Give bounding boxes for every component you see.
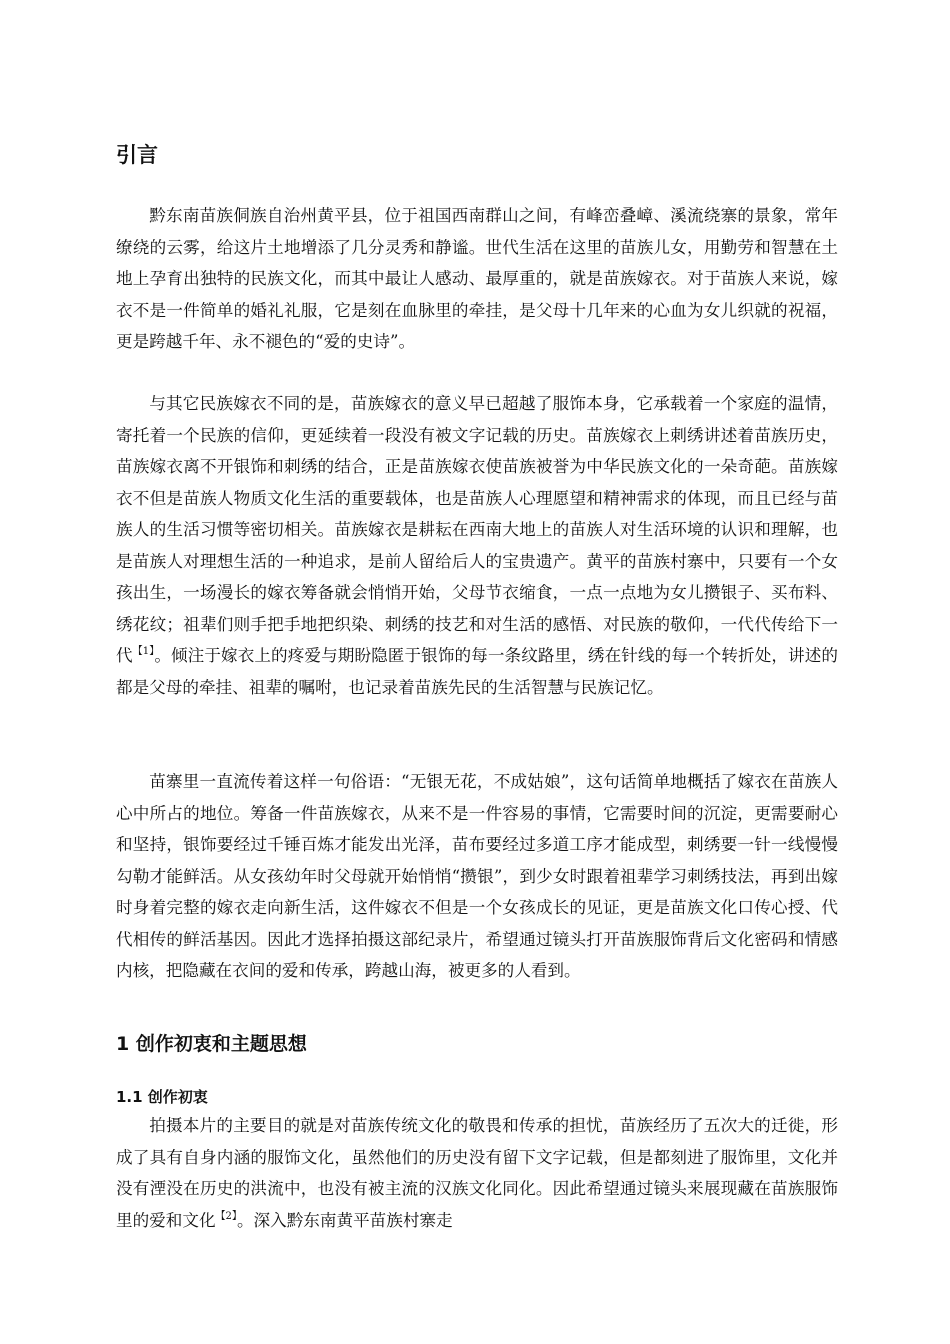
- intro-paragraph-3: [116, 766, 838, 987]
- intro-paragraph-2-text-b: 。倾注于嫁衣上的疼爱与期盼隐匿于银饰的每一条纹路里，绣在针线的每一个转折处，讲述的都是父母的牵挂、祖辈的嘱咐，也记录着苗族先民的生活智慧与民族记忆。: [116, 646, 839, 697]
- intro-paragraph-1: [116, 200, 838, 358]
- section-1-1-heading: 1.1 创作初衷: [116, 1088, 208, 1106]
- intro-paragraph-2: [116, 388, 838, 703]
- citation-ref-2[interactable]: 【2】: [215, 1210, 237, 1222]
- section-1-1-text-b: 。深入黔东南黄平苗族村寨走: [236, 1210, 453, 1230]
- section-1-heading: 1 创作初衷和主题思想: [116, 1033, 307, 1055]
- intro-paragraph-3-text: 苗寨里一直流传着这样一句俗语：“无银无花，不成姑娘”，这句话简单地概括了嫁衣在苗族人心中所占的地位。筹备一件苗族嫁衣，从来不是一件容易的事情，它需要时间的沉淀，更需要耐心和坚持，银饰要经过千锤百炼才能发出光泽，苗布要经过多道工序才能成型，刺绣要一针一线慢慢勾勒才能鲜活。从女孩幼年时父母就开始悄悄“攒银”，到少女时跟着祖辈学习刺绣技法，再到出嫁时身着完整的嫁衣走向新生活，这件嫁衣不但是一个女孩成长的见证，更是苗族文化口传心授、代代相传的鲜活基因。因此才选择拍摄这部纪录片，希望通过镜头打开苗族服饰背后文化密码和情感内核，把隐藏在衣间的爱和传承，跨越山海，被更多的人看到。: [116, 772, 838, 980]
- intro-paragraph-2-text-a: 与其它民族嫁衣不同的是，苗族嫁衣的意义早已超越了服饰本身，它承载着一个家庭的温情，寄托着一个民族的信仰，更延续着一段没有被文字记载的历史。苗族嫁衣上刺绣讲述着苗族历史，苗族嫁衣离不开银饰和刺绣的结合，正是苗族嫁衣使苗族被誉为中华民族文化的一朵奇葩。苗族嫁衣不但是苗族人物质文化生活的重要载体，也是苗族人心理愿望和精神需求的体现，而且已经与苗族人的生活习惯等密切相关。苗族嫁衣是耕耘在西南大地上的苗族人对生活环境的认识和理解，也是苗族人对理想生活的一种追求，是前人留给后人的宝贵遗产。黄平的苗族村寨中，只要有一个女孩出生，一场漫长的嫁衣筹备就会悄悄开始，父母节衣缩食，一点一点地为女儿攒银子、买布料、绣花纹；祖辈们则手把手地把织染、刺绣的技艺和对生活的感悟、对民族的敬仰，一代代传给下一代: [116, 394, 838, 665]
- section-1-1-paragraph: [116, 1110, 838, 1236]
- section-1-1-text-a: 拍摄本片的主要目的就是对苗族传统文化的敬畏和传承的担忧，苗族经历了五次大的迁徙，形成了具有自身内涵的服饰文化，虽然他们的历史没有留下文字记载，但是都刻进了服饰里，文化并没有湮没在历史的洪流中，也没有被主流的汉族文化同化。因此希望通过镜头来展现藏在苗族服饰里的爱和文化: [116, 1116, 838, 1230]
- intro-paragraph-1-text: 黔东南苗族侗族自治州黄平县，位于祖国西南群山之间，有峰峦叠嶂、溪流绕寨的景象，常年缭绕的云雾，给这片土地增添了几分灵秀和静谧。世代生活在这里的苗族儿女，用勤劳和智慧在土地上孕育出独特的民族文化，而其中最让人感动、最厚重的，就是苗族嫁衣。对于苗族人来说，嫁衣不是一件简单的婚礼礼服，它是刻在血脉里的牵挂，是父母十几年来的心血为女儿织就的祝福，更是跨越千年、永不褪色的“爱的史诗”。: [116, 206, 838, 351]
- intro-heading: 引言: [116, 143, 158, 167]
- citation-ref-1[interactable]: 【1】: [132, 646, 155, 657]
